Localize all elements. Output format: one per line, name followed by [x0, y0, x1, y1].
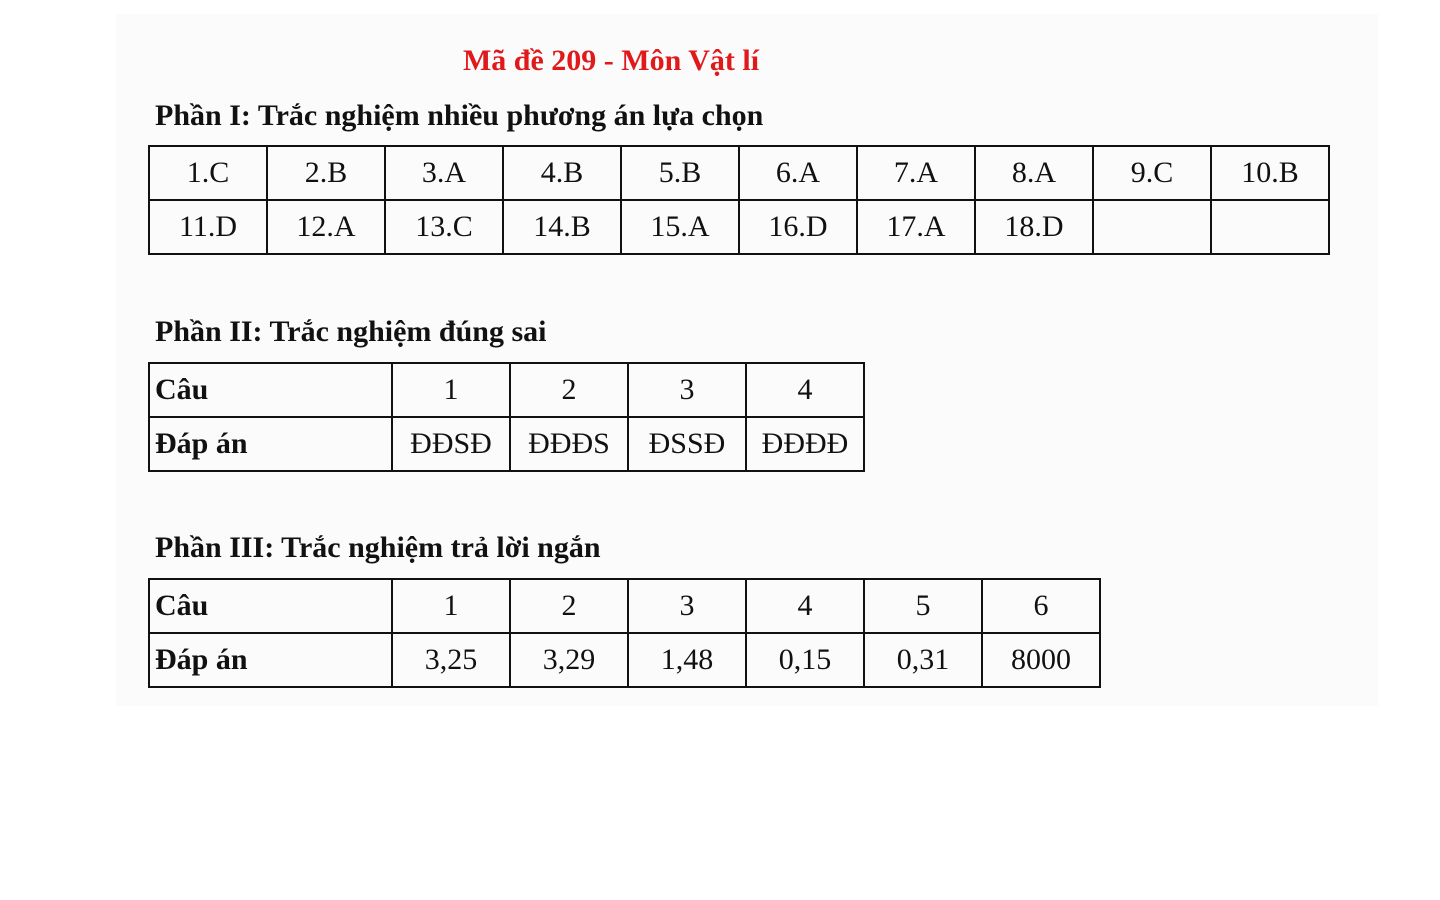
question-number-cell: 1	[392, 579, 510, 633]
part2-heading: Phần II: Trắc nghiệm đúng sai	[155, 315, 547, 348]
answer-cell: 15.A	[621, 200, 739, 254]
part3-answer-table	[148, 578, 1101, 688]
table-row	[149, 579, 1100, 633]
answer-cell: 14.B	[503, 200, 621, 254]
answer-cell: ĐĐĐS	[510, 417, 628, 471]
answer-cell: 12.A	[267, 200, 385, 254]
answer-cell: 16.D	[739, 200, 857, 254]
answer-cell: 10.B	[1211, 146, 1329, 200]
answer-cell: 3,25	[392, 633, 510, 687]
answer-cell: 3.A	[385, 146, 503, 200]
answer-row-label: Đáp án	[149, 417, 392, 471]
part1-answer-table	[148, 145, 1330, 255]
part2-answer-table	[148, 362, 865, 472]
answer-cell: 17.A	[857, 200, 975, 254]
answer-cell: 8.A	[975, 146, 1093, 200]
table-row	[149, 200, 1329, 254]
answer-cell: 8000	[982, 633, 1100, 687]
answer-cell: ĐĐSĐ	[392, 417, 510, 471]
question-number-cell: 4	[746, 363, 864, 417]
question-number-cell: 3	[628, 579, 746, 633]
answer-cell: 18.D	[975, 200, 1093, 254]
answer-cell: 7.A	[857, 146, 975, 200]
table-row	[149, 633, 1100, 687]
answer-cell: 3,29	[510, 633, 628, 687]
answer-cell: 1,48	[628, 633, 746, 687]
document-title: Mã đề 209 - Môn Vật lí	[462, 44, 760, 77]
part1-heading: Phần I: Trắc nghiệm nhiều phương án lựa chọn	[155, 99, 764, 132]
table-row	[149, 417, 864, 471]
answer-row-label: Đáp án	[149, 633, 392, 687]
question-number-cell: 5	[864, 579, 982, 633]
answer-cell	[1093, 200, 1211, 254]
answer-cell: 2.B	[267, 146, 385, 200]
answer-cell: 9.C	[1093, 146, 1211, 200]
answer-cell: 4.B	[503, 146, 621, 200]
question-number-cell: 6	[982, 579, 1100, 633]
question-number-cell: 2	[510, 579, 628, 633]
question-number-cell: 3	[628, 363, 746, 417]
answer-cell: 0,31	[864, 633, 982, 687]
answer-cell: 13.C	[385, 200, 503, 254]
answer-cell: 11.D	[149, 200, 267, 254]
answer-cell: ĐĐĐĐ	[746, 417, 864, 471]
answer-cell: 0,15	[746, 633, 864, 687]
question-number-cell: 1	[392, 363, 510, 417]
answer-cell: 1.C	[149, 146, 267, 200]
answer-cell: 5.B	[621, 146, 739, 200]
answer-cell	[1211, 200, 1329, 254]
question-row-label: Câu	[149, 579, 392, 633]
part3-heading: Phần III: Trắc nghiệm trả lời ngắn	[155, 531, 601, 564]
question-number-cell: 2	[510, 363, 628, 417]
question-number-cell: 4	[746, 579, 864, 633]
question-row-label: Câu	[149, 363, 392, 417]
table-row	[149, 363, 864, 417]
answer-cell: ĐSSĐ	[628, 417, 746, 471]
answer-cell: 6.A	[739, 146, 857, 200]
table-row	[149, 146, 1329, 200]
